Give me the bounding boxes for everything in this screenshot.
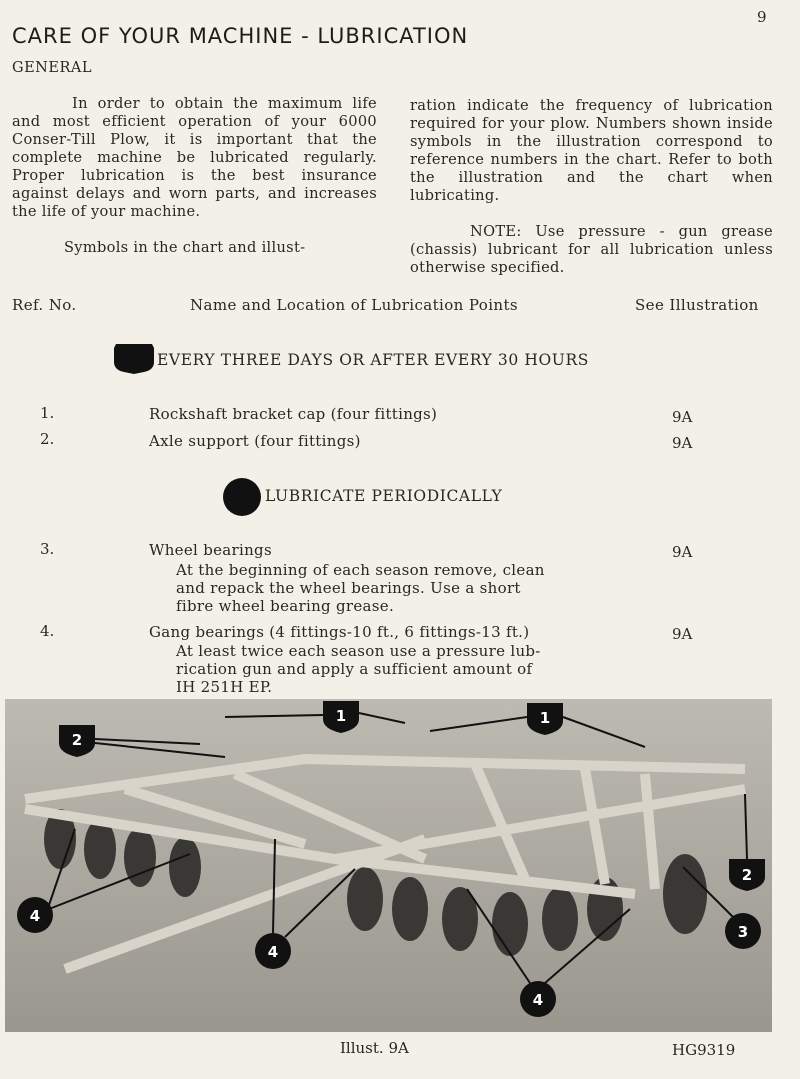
- callout-label: 4: [29, 907, 41, 925]
- page-number: 9: [757, 8, 767, 26]
- item-name: Wheel bearings: [149, 541, 272, 559]
- item-name: Axle support (four fittings): [149, 432, 361, 450]
- item-number: 1.: [40, 404, 55, 422]
- item-number: 4.: [40, 622, 55, 640]
- callout-label: 1: [539, 709, 551, 727]
- header-ref-no: Ref. No.: [12, 296, 77, 314]
- description-line: rication gun and apply a sufficient amount of: [176, 660, 533, 678]
- item-illustration-ref: 9A: [672, 434, 693, 452]
- description-line: fibre wheel bearing grease.: [176, 597, 395, 615]
- left-column: [12, 95, 377, 257]
- callout-label: 4: [267, 943, 279, 961]
- callout-label: 4: [532, 991, 544, 1009]
- item-illustration-ref: 9A: [672, 543, 693, 561]
- illustration-caption: Illust. 9A: [340, 1039, 409, 1057]
- shield-symbol-icon: [112, 342, 156, 374]
- section-subtitle: GENERAL: [12, 60, 92, 76]
- callout-label: 2: [71, 731, 83, 749]
- callout-label: 1: [335, 707, 347, 725]
- description-line: At least twice each season use a pressure lub-: [176, 642, 541, 660]
- plow-drawing: [5, 699, 772, 1032]
- item-description: [176, 561, 606, 615]
- description-line: IH 251H EP.: [176, 678, 273, 696]
- description-line: and repack the wheel bearings. Use a short: [176, 579, 521, 597]
- item-number: 2.: [40, 430, 55, 448]
- intro-paragraph: In order to obtain the maximum life and most efficient operation of your 6000 Conser-Till Plow, it is important that the complete machine be lubricated regularly. Proper lubrication is the best insurance against delays and worn parts, and increases the life of your machine.: [12, 95, 377, 220]
- callout-label: 3: [737, 923, 749, 941]
- item-description: [176, 642, 606, 696]
- right-column: [410, 97, 773, 277]
- note-paragraph: NOTE: Use pressure - gun grease (chassis) lubricant for all lubrication unless otherwise specified.: [410, 223, 773, 276]
- circle-symbol-icon: [223, 478, 261, 516]
- item-number: 3.: [40, 540, 55, 558]
- header-name-location: Name and Location of Lubrication Points: [190, 296, 518, 314]
- page-title: CARE OF YOUR MACHINE - LUBRICATION: [12, 24, 469, 48]
- item-name: Gang bearings (4 fittings-10 ft., 6 fittings-13 ft.): [149, 623, 530, 641]
- symbols-paragraph-end: ration indicate the frequency of lubrication required for your plow. Numbers shown inside symbols in the illustration correspond to reference numbers in the chart. Refer to both the illustration and the chart when lubricating.: [410, 97, 773, 204]
- header-see-illustration: See Illustration: [635, 296, 759, 314]
- section-heading-30-hours: EVERY THREE DAYS OR AFTER EVERY 30 HOURS: [157, 351, 589, 369]
- symbols-paragraph-start: Symbols in the chart and illust-: [64, 239, 306, 256]
- description-line: At the beginning of each season remove, clean: [176, 561, 545, 579]
- plow-illustration: [5, 699, 772, 1032]
- callout-label: 2: [741, 866, 753, 884]
- illustration-code: HG9319: [672, 1041, 736, 1059]
- item-name: Rockshaft bracket cap (four fittings): [149, 405, 438, 423]
- section-heading-periodically: LUBRICATE PERIODICALLY: [265, 487, 503, 505]
- item-illustration-ref: 9A: [672, 625, 693, 643]
- item-illustration-ref: 9A: [672, 408, 693, 426]
